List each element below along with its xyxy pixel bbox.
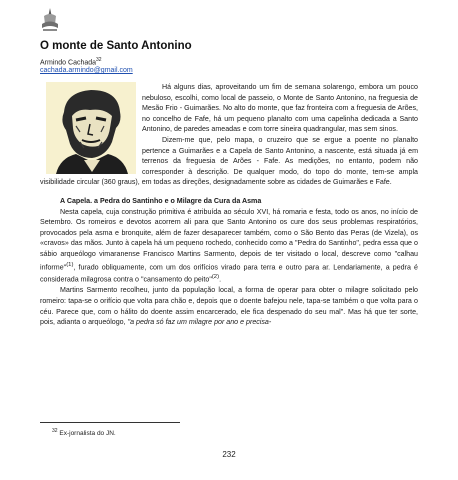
footnote-divider — [40, 422, 180, 423]
page-number: 232 — [222, 450, 236, 459]
author-line — [40, 57, 102, 66]
article-body — [40, 82, 418, 328]
paragraph-sarmento: Martins Sarmento recolheu, junto da população local, a forma de operar para obter o milagre solicitado pelo romeiro: tapa-se o orifício que volta para chão e, depois que o doente bafejou nele, tapa-se também o que volta para o céu. Parece que, com o hálito do doente assim encarcerado, ele fica despenado do seu mal". Mas há que ter sorte, pois, adianta o arqueólogo, "a pedra só faz um milagre por ano e precisa- — [40, 286, 418, 327]
book-logo-icon — [40, 6, 60, 34]
footnote-text: Ex-jornalista do JN. — [59, 430, 116, 438]
footnote — [52, 428, 116, 437]
paragraph-location: Dizem-me que, pelo mapa, o cruzeiro que se ergue a poente no planalto pertence a Guimarães e a Capela de Santo Antonino, a nascente, está situada já em terrenos da freguesia de Arões - Fafe. As medições, no entanto, podem não corresponder à descrição. De qualquer modo, do topo do monte, tem-se ampla visibilidade circular (360 graus), em todas as direções, designadamente sobre as cidades de Guimarães e Fafe. — [40, 135, 418, 187]
reference-mark-1: (1) — [66, 261, 74, 268]
reference-mark-2: (2) — [211, 274, 220, 281]
paragraph-intro: Há alguns dias, aproveitando um fim de semana solarengo, embora um pouco nebuloso, escolhi, como local de passeio, o Monte de Santo Antonino, na freguesia de Mesão Frio - Guimarães. No alto do monte, que faz fronteira com a freguesia de Arões, no concelho de Fafe, há um pequeno planalto com uma capelinha dedicada a Santo Antonino, de paredes ameadas e com torre sineira quadrangular, mas sem sinos. — [40, 82, 418, 135]
paragraph-chapel: Nesta capela, cuja construção primitiva é atribuída ao século XVI, há romaria e festa, todo os anos, no início de Setembro. Os romeiros e devotos acorrem ali para que Santo Antonino os cure dos seus problemas respiratórios, provocados pela asma e bronquite, além de fazer desaparecer também, como o São Bento das Peras (de Vizela), os «cravos» das mãos. Junto à capela há um pequeno rochedo, conhecido como a "Pedra do Santinho", pedra essa que o sábio arqueólogo vimaranense Francisco Martins Sarmento, depois de ter visitado o local, descreve como "calhau informe"$^{(1)}$, furado obliquamente, com um dos orifícios virado para terra e outro para ar. Lendariamente, a pedra é considerada milagrosa contra o "cansamento do peito"$^{(2)}$. — [40, 207, 418, 284]
author-name: Armindo Cachada — [40, 59, 97, 67]
quoted-text: "a pedra só faz um milagre por ano e precisa- — [127, 318, 272, 327]
author-email-link[interactable]: cachada.armindo@gmail.com — [40, 67, 133, 74]
author-portrait-image — [46, 82, 136, 174]
section-heading: A Capela. a Pedra do Santinho e o Milagre da Cura da Asma — [60, 196, 262, 205]
article-title: O monte de Santo Antonino — [40, 40, 192, 52]
author-footnote-mark: 32 — [96, 57, 102, 63]
footnote-mark: 32 — [52, 428, 58, 434]
